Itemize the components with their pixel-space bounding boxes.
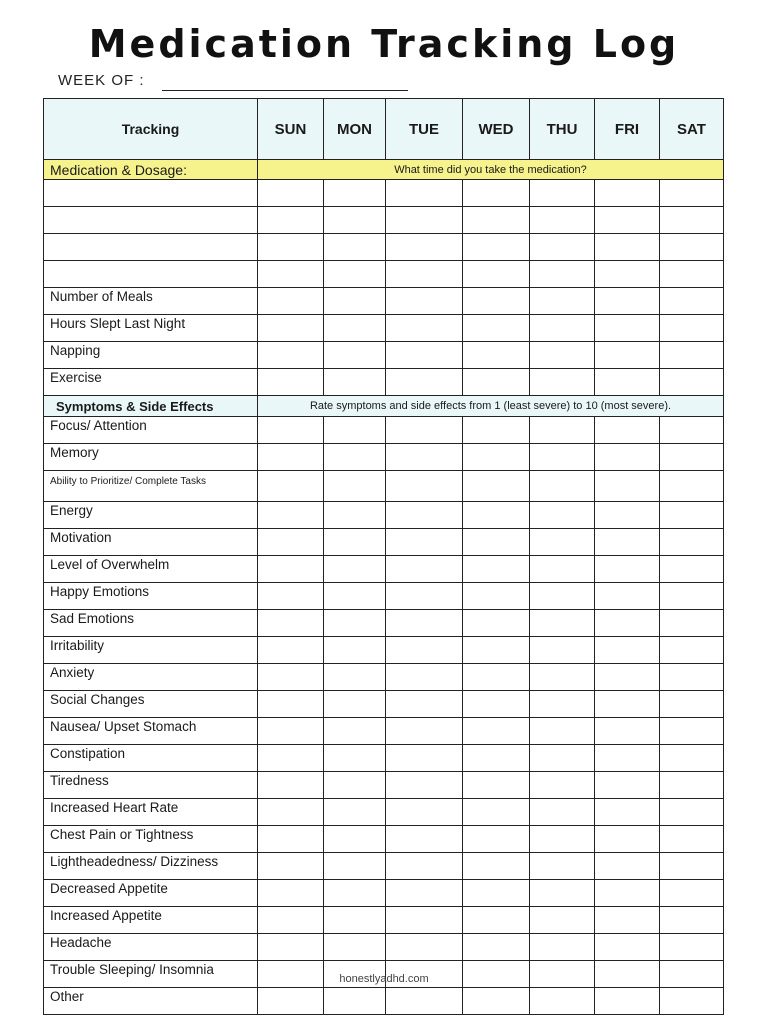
symptom-rating-cell-wed[interactable] xyxy=(463,880,530,907)
tracking-cell-wed[interactable] xyxy=(463,369,530,396)
medication-time-cell-thu[interactable] xyxy=(530,261,595,288)
tracking-label: Exercise xyxy=(44,369,258,396)
symptom-rating-cell-mon[interactable] xyxy=(324,637,386,664)
medication-time-cell-fri[interactable] xyxy=(595,261,660,288)
day-header-thu: THU xyxy=(530,99,595,160)
symptom-label: Headache xyxy=(44,934,258,961)
symptom-rating-cell-mon[interactable] xyxy=(324,880,386,907)
symptom-rating-cell-sat[interactable] xyxy=(660,637,724,664)
symptom-row xyxy=(44,471,724,502)
symptom-rating-cell-mon[interactable] xyxy=(324,610,386,637)
symptom-rating-cell-sun[interactable] xyxy=(258,907,324,934)
medication-time-cell-tue[interactable] xyxy=(386,261,463,288)
symptom-rating-cell-fri[interactable] xyxy=(595,826,660,853)
medication-time-cell-sat[interactable] xyxy=(660,180,724,207)
symptom-label: Chest Pain or Tightness xyxy=(44,826,258,853)
symptom-rating-cell-wed[interactable] xyxy=(463,691,530,718)
symptom-rating-cell-sun[interactable] xyxy=(258,502,324,529)
symptom-rating-cell-thu[interactable] xyxy=(530,826,595,853)
symptom-rating-cell-tue[interactable] xyxy=(386,610,463,637)
medication-time-note: What time did you take the medication? xyxy=(258,160,724,180)
symptom-rating-cell-sun[interactable] xyxy=(258,745,324,772)
tracking-cell-mon[interactable] xyxy=(324,315,386,342)
symptom-rating-cell-fri[interactable] xyxy=(595,745,660,772)
symptom-rating-cell-wed[interactable] xyxy=(463,502,530,529)
day-header-wed: WED xyxy=(463,99,530,160)
symptom-rating-cell-thu[interactable] xyxy=(530,583,595,610)
symptom-label: Increased Appetite xyxy=(44,907,258,934)
symptom-rating-cell-sat[interactable] xyxy=(660,826,724,853)
medication-time-cell-sun[interactable] xyxy=(258,234,324,261)
symptom-rating-cell-thu[interactable] xyxy=(530,610,595,637)
symptom-rating-cell-sat[interactable] xyxy=(660,907,724,934)
symptom-rating-cell-sun[interactable] xyxy=(258,583,324,610)
medication-time-cell-sun[interactable] xyxy=(258,180,324,207)
symptom-rating-cell-wed[interactable] xyxy=(463,907,530,934)
medication-time-cell-fri[interactable] xyxy=(595,180,660,207)
symptom-rating-cell-wed[interactable] xyxy=(463,529,530,556)
week-of-input-line[interactable] xyxy=(162,90,408,91)
symptom-label: Nausea/ Upset Stomach xyxy=(44,718,258,745)
tracking-cell-thu[interactable] xyxy=(530,369,595,396)
tracking-cell-wed[interactable] xyxy=(463,288,530,315)
symptom-rating-cell-mon[interactable] xyxy=(324,799,386,826)
medication-time-cell-thu[interactable] xyxy=(530,234,595,261)
symptom-rating-cell-sun[interactable] xyxy=(258,988,324,1015)
symptom-rating-cell-sun[interactable] xyxy=(258,691,324,718)
symptom-rating-cell-tue[interactable] xyxy=(386,772,463,799)
symptom-row xyxy=(44,772,724,799)
symptom-rating-cell-sun[interactable] xyxy=(258,417,324,444)
day-header-mon: MON xyxy=(324,99,386,160)
symptom-rating-cell-wed[interactable] xyxy=(463,826,530,853)
medication-time-cell-tue[interactable] xyxy=(386,180,463,207)
symptom-row xyxy=(44,637,724,664)
symptom-rating-cell-fri[interactable] xyxy=(595,610,660,637)
medication-dosage-label: Medication & Dosage: xyxy=(44,160,258,180)
symptoms-side-effects-label: Symptoms & Side Effects xyxy=(44,396,258,417)
symptom-label: Lightheadedness/ Dizziness xyxy=(44,853,258,880)
symptom-rating-cell-thu[interactable] xyxy=(530,471,595,502)
tracking-cell-thu[interactable] xyxy=(530,315,595,342)
symptom-rating-cell-thu[interactable] xyxy=(530,853,595,880)
symptom-rating-cell-wed[interactable] xyxy=(463,471,530,502)
symptom-rating-cell-sat[interactable] xyxy=(660,880,724,907)
symptom-rating-cell-wed[interactable] xyxy=(463,772,530,799)
tracking-cell-fri[interactable] xyxy=(595,342,660,369)
symptom-row xyxy=(44,691,724,718)
tracking-table xyxy=(43,98,724,1015)
medication-time-cell-fri[interactable] xyxy=(595,207,660,234)
tracking-row xyxy=(44,315,724,342)
tracking-cell-fri[interactable] xyxy=(595,315,660,342)
symptom-row xyxy=(44,583,724,610)
symptom-rating-cell-fri[interactable] xyxy=(595,853,660,880)
symptom-rating-cell-sat[interactable] xyxy=(660,444,724,471)
page-title: Medication Tracking Log xyxy=(88,22,680,66)
tracking-cell-thu[interactable] xyxy=(530,342,595,369)
symptom-rating-cell-sat[interactable] xyxy=(660,934,724,961)
symptom-rating-cell-mon[interactable] xyxy=(324,826,386,853)
symptom-rating-cell-tue[interactable] xyxy=(386,907,463,934)
symptom-rating-cell-thu[interactable] xyxy=(530,529,595,556)
medication-time-cell-wed[interactable] xyxy=(463,234,530,261)
symptom-rating-cell-sat[interactable] xyxy=(660,529,724,556)
symptom-rating-cell-mon[interactable] xyxy=(324,417,386,444)
symptom-label: Irritability xyxy=(44,637,258,664)
symptom-rating-cell-sat[interactable] xyxy=(660,610,724,637)
symptom-rating-cell-tue[interactable] xyxy=(386,583,463,610)
medication-time-cell-thu[interactable] xyxy=(530,180,595,207)
tracking-cell-sat[interactable] xyxy=(660,315,724,342)
tracking-cell-sat[interactable] xyxy=(660,342,724,369)
symptom-rating-cell-sun[interactable] xyxy=(258,826,324,853)
day-header-tue: TUE xyxy=(386,99,463,160)
symptom-rating-cell-tue[interactable] xyxy=(386,691,463,718)
symptom-rating-cell-sat[interactable] xyxy=(660,664,724,691)
symptom-rating-cell-sun[interactable] xyxy=(258,799,324,826)
symptom-row xyxy=(44,907,724,934)
symptom-rating-cell-sat[interactable] xyxy=(660,583,724,610)
symptom-rating-cell-tue[interactable] xyxy=(386,934,463,961)
symptom-rating-cell-tue[interactable] xyxy=(386,718,463,745)
medication-time-cell-fri[interactable] xyxy=(595,234,660,261)
symptom-rating-cell-mon[interactable] xyxy=(324,529,386,556)
symptom-rating-cell-sun[interactable] xyxy=(258,637,324,664)
medication-section-row xyxy=(44,160,724,180)
symptom-row xyxy=(44,745,724,772)
symptom-rating-cell-sat[interactable] xyxy=(660,745,724,772)
symptom-rating-cell-sun[interactable] xyxy=(258,853,324,880)
medication-time-cell-sun[interactable] xyxy=(258,207,324,234)
symptom-rating-cell-tue[interactable] xyxy=(386,799,463,826)
symptom-rating-cell-sat[interactable] xyxy=(660,691,724,718)
medication-time-cell-mon[interactable] xyxy=(324,180,386,207)
symptom-rating-cell-thu[interactable] xyxy=(530,502,595,529)
symptom-rating-cell-sun[interactable] xyxy=(258,880,324,907)
symptom-rating-cell-thu[interactable] xyxy=(530,745,595,772)
symptom-rating-cell-fri[interactable] xyxy=(595,444,660,471)
tracking-cell-mon[interactable] xyxy=(324,369,386,396)
symptom-rating-cell-fri[interactable] xyxy=(595,583,660,610)
symptom-rating-cell-thu[interactable] xyxy=(530,880,595,907)
tracking-row xyxy=(44,369,724,396)
medication-time-cell-sat[interactable] xyxy=(660,207,724,234)
tracking-cell-thu[interactable] xyxy=(530,288,595,315)
symptom-rating-cell-sun[interactable] xyxy=(258,529,324,556)
symptom-rating-cell-mon[interactable] xyxy=(324,444,386,471)
symptom-rating-cell-tue[interactable] xyxy=(386,664,463,691)
symptom-rating-cell-mon[interactable] xyxy=(324,556,386,583)
medication-time-cell-sat[interactable] xyxy=(660,234,724,261)
symptom-rating-cell-sat[interactable] xyxy=(660,556,724,583)
symptom-rating-cell-tue[interactable] xyxy=(386,988,463,1015)
symptom-rating-cell-wed[interactable] xyxy=(463,444,530,471)
symptoms-section-row xyxy=(44,396,724,417)
medication-entry-row xyxy=(44,180,724,207)
symptom-rating-cell-fri[interactable] xyxy=(595,502,660,529)
symptom-rating-cell-sat[interactable] xyxy=(660,988,724,1015)
symptom-rating-cell-fri[interactable] xyxy=(595,664,660,691)
symptom-rating-cell-fri[interactable] xyxy=(595,772,660,799)
symptom-rating-cell-tue[interactable] xyxy=(386,637,463,664)
symptom-rating-cell-wed[interactable] xyxy=(463,610,530,637)
tracking-cell-sat[interactable] xyxy=(660,369,724,396)
symptom-rating-cell-thu[interactable] xyxy=(530,799,595,826)
day-header-sun: SUN xyxy=(258,99,324,160)
symptom-rating-cell-tue[interactable] xyxy=(386,417,463,444)
symptom-rating-cell-wed[interactable] xyxy=(463,799,530,826)
symptom-row xyxy=(44,799,724,826)
day-header-fri: FRI xyxy=(595,99,660,160)
symptom-rating-cell-sun[interactable] xyxy=(258,718,324,745)
tracking-label: Number of Meals xyxy=(44,288,258,315)
medication-time-cell-wed[interactable] xyxy=(463,180,530,207)
symptoms-rating-note: Rate symptoms and side effects from 1 (least severe) to 10 (most severe). xyxy=(258,396,724,417)
symptom-label: Ability to Prioritize/ Complete Tasks xyxy=(44,471,258,502)
symptom-rating-cell-tue[interactable] xyxy=(386,826,463,853)
symptom-rating-cell-thu[interactable] xyxy=(530,417,595,444)
symptom-rating-cell-fri[interactable] xyxy=(595,880,660,907)
symptom-rating-cell-sun[interactable] xyxy=(258,934,324,961)
symptom-rating-cell-wed[interactable] xyxy=(463,417,530,444)
symptom-rating-cell-sun[interactable] xyxy=(258,610,324,637)
symptom-rating-cell-thu[interactable] xyxy=(530,664,595,691)
symptom-row xyxy=(44,718,724,745)
symptom-row xyxy=(44,444,724,471)
footer-website: honestlyadhd.com xyxy=(339,973,429,985)
symptom-row xyxy=(44,529,724,556)
symptom-label: Level of Overwhelm xyxy=(44,556,258,583)
symptom-rating-cell-sat[interactable] xyxy=(660,417,724,444)
symptom-rating-cell-sun[interactable] xyxy=(258,471,324,502)
symptom-label: Other xyxy=(44,988,258,1015)
symptom-rating-cell-tue[interactable] xyxy=(386,745,463,772)
symptom-rating-cell-thu[interactable] xyxy=(530,934,595,961)
tracking-cell-wed[interactable] xyxy=(463,315,530,342)
symptom-rating-cell-fri[interactable] xyxy=(595,799,660,826)
symptom-rating-cell-sun[interactable] xyxy=(258,772,324,799)
symptom-rating-cell-thu[interactable] xyxy=(530,444,595,471)
tracking-header: Tracking xyxy=(44,99,258,160)
symptom-rating-cell-thu[interactable] xyxy=(530,907,595,934)
tracking-cell-mon[interactable] xyxy=(324,342,386,369)
symptom-label: Social Changes xyxy=(44,691,258,718)
symptom-label: Anxiety xyxy=(44,664,258,691)
symptom-row xyxy=(44,502,724,529)
symptom-label: Trouble Sleeping/ Insomnia xyxy=(44,961,258,988)
symptom-rating-cell-wed[interactable] xyxy=(463,583,530,610)
tracking-row xyxy=(44,342,724,369)
symptom-rating-cell-sat[interactable] xyxy=(660,718,724,745)
symptom-rating-cell-mon[interactable] xyxy=(324,853,386,880)
symptom-rating-cell-sat[interactable] xyxy=(660,853,724,880)
medication-time-cell-mon[interactable] xyxy=(324,207,386,234)
symptom-rating-cell-fri[interactable] xyxy=(595,691,660,718)
symptom-rating-cell-wed[interactable] xyxy=(463,745,530,772)
symptom-label: Constipation xyxy=(44,745,258,772)
symptom-row xyxy=(44,664,724,691)
symptom-rating-cell-mon[interactable] xyxy=(324,502,386,529)
symptom-rating-cell-mon[interactable] xyxy=(324,988,386,1015)
symptom-rating-cell-tue[interactable] xyxy=(386,880,463,907)
tracking-label: Napping xyxy=(44,342,258,369)
symptom-label: Tiredness xyxy=(44,772,258,799)
symptom-rating-cell-fri[interactable] xyxy=(595,529,660,556)
tracking-cell-tue[interactable] xyxy=(386,288,463,315)
medication-entry-row xyxy=(44,207,724,234)
symptom-rating-cell-thu[interactable] xyxy=(530,637,595,664)
tracking-row xyxy=(44,288,724,315)
symptom-rating-cell-mon[interactable] xyxy=(324,471,386,502)
symptom-rating-cell-sun[interactable] xyxy=(258,444,324,471)
symptom-rating-cell-sat[interactable] xyxy=(660,471,724,502)
medication-time-cell-thu[interactable] xyxy=(530,207,595,234)
symptom-row xyxy=(44,826,724,853)
symptom-rating-cell-tue[interactable] xyxy=(386,502,463,529)
tracking-label: Hours Slept Last Night xyxy=(44,315,258,342)
symptom-label: Sad Emotions xyxy=(44,610,258,637)
medication-name-field[interactable] xyxy=(44,207,258,234)
symptom-label: Happy Emotions xyxy=(44,583,258,610)
symptom-rating-cell-fri[interactable] xyxy=(595,988,660,1015)
medication-time-cell-wed[interactable] xyxy=(463,261,530,288)
symptom-rating-cell-sat[interactable] xyxy=(660,799,724,826)
week-of-label: WEEK OF : xyxy=(58,72,145,89)
medication-time-cell-mon[interactable] xyxy=(324,234,386,261)
symptom-rating-cell-mon[interactable] xyxy=(324,718,386,745)
medication-name-field[interactable] xyxy=(44,180,258,207)
symptom-rating-cell-tue[interactable] xyxy=(386,853,463,880)
symptom-rating-cell-mon[interactable] xyxy=(324,691,386,718)
symptom-rating-cell-mon[interactable] xyxy=(324,934,386,961)
medication-entry-row xyxy=(44,261,724,288)
tracking-cell-sun[interactable] xyxy=(258,288,324,315)
symptom-rating-cell-thu[interactable] xyxy=(530,556,595,583)
symptom-rating-cell-sat[interactable] xyxy=(660,772,724,799)
symptom-label: Focus/ Attention xyxy=(44,417,258,444)
symptom-rating-cell-tue[interactable] xyxy=(386,556,463,583)
tracking-cell-sun[interactable] xyxy=(258,315,324,342)
header-row xyxy=(44,99,724,160)
symptom-row xyxy=(44,417,724,444)
medication-time-cell-tue[interactable] xyxy=(386,207,463,234)
symptom-rating-cell-mon[interactable] xyxy=(324,583,386,610)
medication-time-cell-wed[interactable] xyxy=(463,207,530,234)
symptom-rating-cell-fri[interactable] xyxy=(595,471,660,502)
symptom-label: Motivation xyxy=(44,529,258,556)
symptom-rating-cell-thu[interactable] xyxy=(530,772,595,799)
medication-time-cell-mon[interactable] xyxy=(324,261,386,288)
symptom-rating-cell-tue[interactable] xyxy=(386,444,463,471)
tracking-cell-fri[interactable] xyxy=(595,288,660,315)
tracking-cell-sat[interactable] xyxy=(660,288,724,315)
symptom-row xyxy=(44,556,724,583)
symptom-label: Memory xyxy=(44,444,258,471)
medication-time-cell-sat[interactable] xyxy=(660,261,724,288)
symptom-rating-cell-fri[interactable] xyxy=(595,718,660,745)
medication-entry-row xyxy=(44,234,724,261)
medication-time-cell-tue[interactable] xyxy=(386,234,463,261)
day-header-sat: SAT xyxy=(660,99,724,160)
symptom-rating-cell-fri[interactable] xyxy=(595,556,660,583)
symptom-row xyxy=(44,610,724,637)
symptom-row xyxy=(44,988,724,1015)
symptom-rating-cell-sat[interactable] xyxy=(660,502,724,529)
tracking-cell-tue[interactable] xyxy=(386,342,463,369)
symptom-label: Energy xyxy=(44,502,258,529)
symptom-rating-cell-thu[interactable] xyxy=(530,718,595,745)
symptom-rating-cell-fri[interactable] xyxy=(595,907,660,934)
symptom-rating-cell-mon[interactable] xyxy=(324,772,386,799)
symptom-rating-cell-wed[interactable] xyxy=(463,556,530,583)
symptom-row xyxy=(44,853,724,880)
medication-time-cell-sun[interactable] xyxy=(258,261,324,288)
symptom-rating-cell-wed[interactable] xyxy=(463,718,530,745)
symptom-rating-cell-wed[interactable] xyxy=(463,853,530,880)
tracking-cell-sun[interactable] xyxy=(258,369,324,396)
tracking-cell-mon[interactable] xyxy=(324,288,386,315)
symptom-rating-cell-mon[interactable] xyxy=(324,664,386,691)
symptom-rating-cell-sun[interactable] xyxy=(258,664,324,691)
symptom-rating-cell-wed[interactable] xyxy=(463,637,530,664)
symptom-rating-cell-fri[interactable] xyxy=(595,934,660,961)
medication-name-field[interactable] xyxy=(44,234,258,261)
symptom-rating-cell-tue[interactable] xyxy=(386,471,463,502)
symptom-rating-cell-fri[interactable] xyxy=(595,637,660,664)
symptom-label: Increased Heart Rate xyxy=(44,799,258,826)
tracking-cell-tue[interactable] xyxy=(386,315,463,342)
symptom-rating-cell-sun[interactable] xyxy=(258,556,324,583)
symptom-rating-cell-tue[interactable] xyxy=(386,529,463,556)
tracking-cell-wed[interactable] xyxy=(463,342,530,369)
symptom-rating-cell-fri[interactable] xyxy=(595,417,660,444)
symptom-rating-cell-mon[interactable] xyxy=(324,745,386,772)
tracking-cell-fri[interactable] xyxy=(595,369,660,396)
symptom-row xyxy=(44,880,724,907)
symptom-rating-cell-wed[interactable] xyxy=(463,664,530,691)
tracking-cell-tue[interactable] xyxy=(386,369,463,396)
medication-name-field[interactable] xyxy=(44,261,258,288)
symptom-rating-cell-mon[interactable] xyxy=(324,907,386,934)
symptom-rating-cell-wed[interactable] xyxy=(463,988,530,1015)
symptom-rating-cell-wed[interactable] xyxy=(463,934,530,961)
tracking-cell-sun[interactable] xyxy=(258,342,324,369)
symptom-rating-cell-thu[interactable] xyxy=(530,988,595,1015)
symptom-label: Decreased Appetite xyxy=(44,880,258,907)
symptom-rating-cell-thu[interactable] xyxy=(530,691,595,718)
symptom-row xyxy=(44,934,724,961)
